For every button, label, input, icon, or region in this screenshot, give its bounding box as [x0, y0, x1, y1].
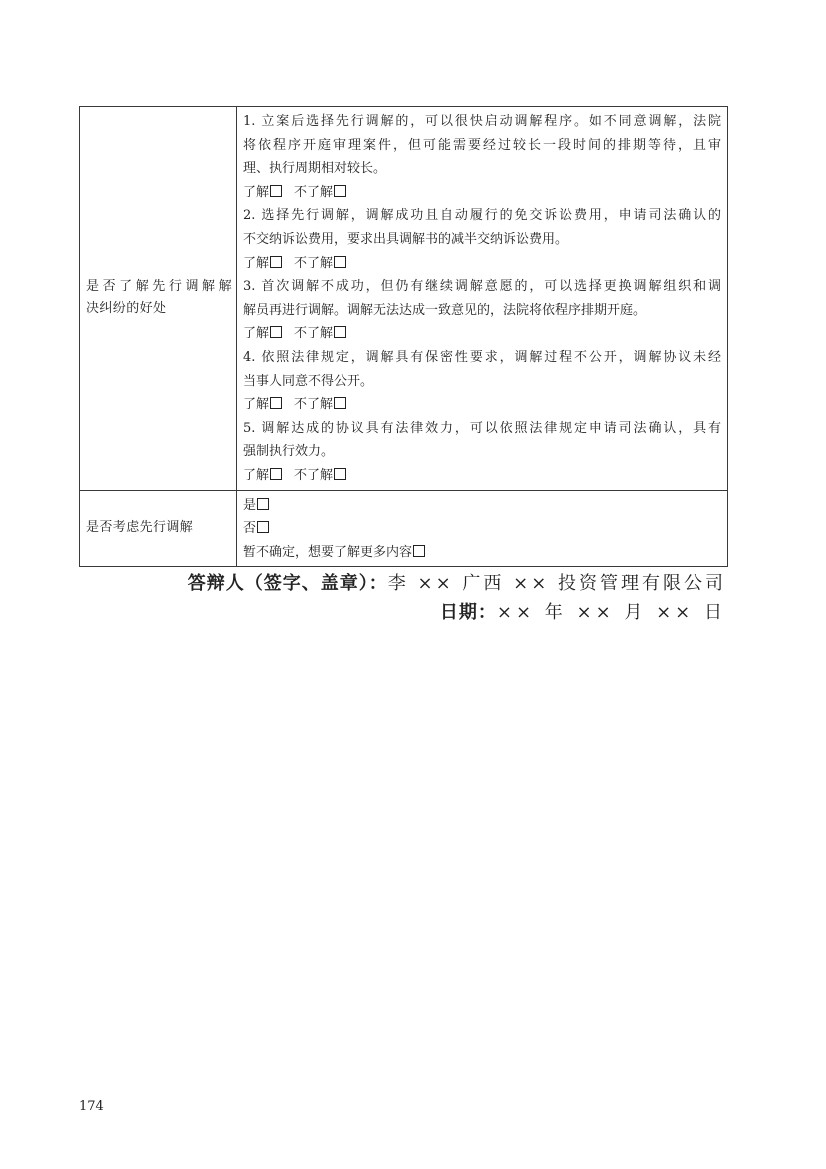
option-dont-know-label: 不了解 — [294, 184, 334, 200]
option-know-label: 了解 — [243, 255, 270, 271]
dont-know-checkbox[interactable] — [334, 185, 346, 197]
benefit-item — [243, 417, 721, 488]
benefit-text-line: 1. 立案后选择先行调解的，可以很快启动调解程序。如不同意调解，法院 — [243, 114, 721, 129]
yes-checkbox[interactable] — [257, 498, 269, 510]
know-checkbox[interactable] — [270, 185, 282, 197]
no-checkbox[interactable] — [257, 521, 269, 533]
benefit-text-line: 当事人同意不得公开。 — [243, 373, 374, 389]
benefit-text-line: 4. 依照法律规定，调解具有保密性要求，调解过程不公开，调解协议未经 — [243, 349, 721, 365]
choice-row — [243, 464, 721, 488]
row-content-cell — [237, 107, 728, 491]
table-row — [80, 107, 728, 491]
date-value: ×× 年 ×× 月 ×× 日 — [496, 602, 726, 623]
choice-row — [243, 322, 721, 346]
option-know-label: 了解 — [243, 184, 270, 200]
option-no-row — [243, 517, 721, 541]
option-dont-know-label: 不了解 — [294, 467, 334, 483]
know-checkbox[interactable] — [270, 397, 282, 409]
respondent-signature — [188, 571, 726, 597]
signature-value: 李 ×× 广西 ×× 投资管理有限公司 — [387, 573, 726, 594]
undecided-checkbox[interactable] — [413, 545, 425, 557]
benefit-text-line: 5. 调解达成的协议具有法律效力，可以依照法律规定申请司法确认，具有 — [243, 420, 721, 436]
option-undecided-row — [243, 541, 721, 565]
option-dont-know-label: 不了解 — [294, 326, 334, 342]
benefit-item — [243, 110, 721, 204]
dont-know-checkbox[interactable] — [334, 326, 346, 338]
mediation-form-table — [79, 106, 728, 567]
benefit-text-line: 理、执行周期相对较长。 — [243, 161, 387, 177]
signature-date — [440, 600, 726, 626]
benefit-text-line: 不交纳诉讼费用，要求出具调解书的减半交纳诉讼费用。 — [243, 231, 569, 247]
dont-know-checkbox[interactable] — [334, 256, 346, 268]
dont-know-checkbox[interactable] — [334, 468, 346, 480]
benefit-item — [243, 346, 721, 417]
know-checkbox[interactable] — [270, 326, 282, 338]
row-content-cell — [237, 490, 728, 567]
know-checkbox[interactable] — [270, 468, 282, 480]
row-label-line: 决纠纷的好处 — [86, 301, 167, 317]
page-number: 174 — [79, 1099, 104, 1114]
signature-label: 答辩人（签字、盖章）： — [187, 573, 388, 594]
row-label-cell — [80, 490, 237, 567]
benefit-text-line: 3. 首次调解不成功，但仍有继续调解意愿的，可以选择更换调解组织和调 — [243, 279, 721, 295]
date-label: 日期： — [439, 602, 497, 623]
benefit-text-line: 解员再进行调解。调解无法达成一致意见的，法院将依程序排期开庭。 — [243, 302, 647, 318]
option-dont-know-label: 不了解 — [294, 255, 334, 271]
row-label-cell — [80, 107, 237, 491]
choice-row — [243, 181, 721, 205]
option-know-label: 了解 — [243, 326, 270, 342]
row-label-text: 是否考虑先行调解 — [86, 520, 194, 536]
option-yes-row — [243, 494, 721, 518]
benefit-text-line: 强制执行效力。 — [243, 444, 335, 460]
choice-row — [243, 252, 721, 276]
benefit-item — [243, 275, 721, 346]
option-know-label: 了解 — [243, 397, 270, 413]
benefit-item — [243, 204, 721, 275]
option-dont-know-label: 不了解 — [294, 397, 334, 413]
option-undecided-label: 暂不确定，想要了解更多内容 — [243, 544, 413, 560]
dont-know-checkbox[interactable] — [334, 397, 346, 409]
benefit-text-line: 将依程序开庭审理案件，但可能需要经过较长一段时间的排期等待，且审 — [243, 137, 721, 153]
option-know-label: 了解 — [243, 467, 270, 483]
option-no-label: 否 — [243, 521, 257, 537]
row-label-line: 是否了解先行调解解 — [86, 279, 232, 295]
know-checkbox[interactable] — [270, 256, 282, 268]
option-yes-label: 是 — [243, 497, 257, 513]
choice-row — [243, 393, 721, 417]
benefit-text-line: 2. 选择先行调解，调解成功且自动履行的免交诉讼费用，申请司法确认的 — [243, 208, 721, 224]
table-row — [80, 490, 728, 567]
